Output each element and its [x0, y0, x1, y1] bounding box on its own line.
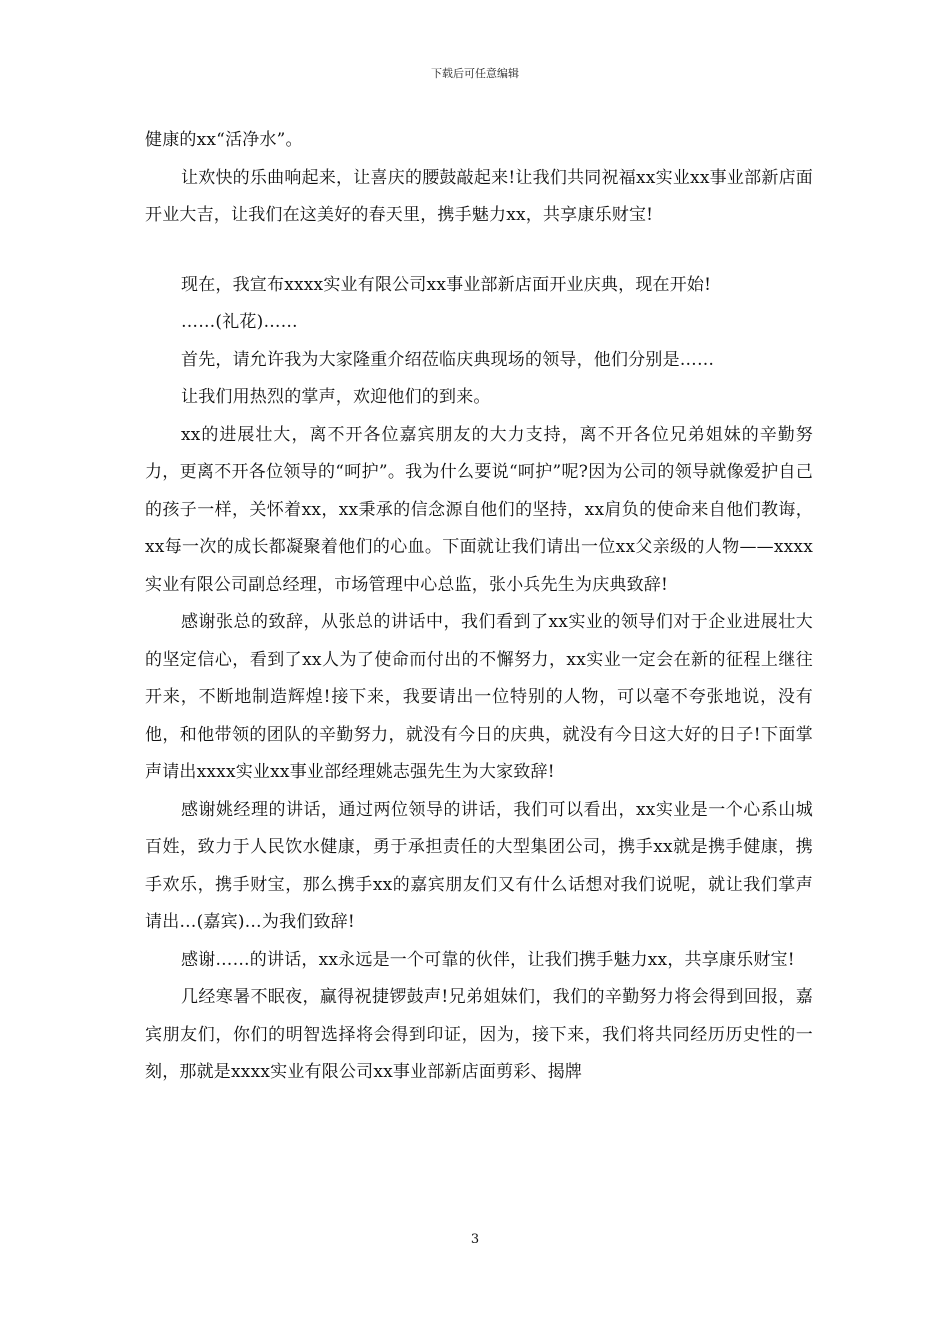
paragraph-continuation: 健康的xx“活净水”。 [145, 130, 303, 150]
paragraph: 几经寒暑不眠夜，赢得祝捷锣鼓声!兄弟姐妹们，我们的辛勤努力将会得到回报，嘉宾朋友们，你们的明智选择将会得到印证，因为，接下来，我们将共同经历历史性的一刻，那就是xxxx实业有限公司xx事业部新店面剪彩、揭牌 [145, 987, 813, 1082]
paragraph: 首先，请允许我为大家隆重介绍莅临庆典现场的领导，他们分别是…… [181, 349, 715, 370]
page-header: 下载后可任意编辑 [431, 67, 519, 80]
document-body [145, 122, 813, 1092]
paragraph: 感谢……的讲话，xx永远是一个可靠的伙伴，让我们携手魅力xx，共享康乐财宝! [181, 949, 795, 970]
paragraph: 让欢快的乐曲响起来，让喜庆的腰鼓敲起来!让我们共同祝福xx实业xx事业部新店面开业大吉，让我们在这美好的春天里，携手魅力xx，共享康乐财宝! [145, 167, 813, 225]
paragraph: 感谢姚经理的讲话，通过两位领导的讲话，我们可以看出，xx实业是一个心系山城百姓，致力于人民饮水健康，勇于承担责任的大型集团公司，携手xx就是携手健康，携手欢乐，携手财宝，那么携手xx的嘉宾朋友们又有什么话想对我们说呢，就让我们掌声请出…(嘉宾)…为我们致辞! [145, 799, 813, 932]
paragraph: ……(礼花)…… [181, 312, 298, 332]
paragraph: 让我们用热烈的掌声，欢迎他们的到来。 [181, 387, 491, 407]
paragraph: 感谢张总的致辞，从张总的讲话中，我们看到了xx实业的领导们对于企业进展壮大的坚定信心，看到了xx人为了使命而付出的不懈努力，xx实业一定会在新的征程上继往开来，不断地制造辉煌!接下来，我要请出一位特别的人物，可以毫不夸张地说，没有他，和他带领的团队的辛勤努力，就没有今日的庆典，就没有今日这大好的日子!下面掌声请出xxxx实业xx事业部经理姚志强先生为大家致辞! [145, 612, 813, 782]
paragraph: xx的进展壮大，离不开各位嘉宾朋友的大力支持，离不开各位兄弟姐妹的辛勤努力，更离不开各位领导的“呵护”。我为什么要说“呵护”呢?因为公司的领导就像爱护自己的孩子一样，关怀着xx，xx秉承的信念源自他们的坚持，xx肩负的使命来自他们教诲，xx每一次的成长都凝聚着他们的心血。下面就让我们请出一位xx父亲级的人物——xxxx实业有限公司副总经理，市场管理中心总监，张小兵先生为庆典致辞! [145, 424, 813, 595]
page-number: 3 [470, 1232, 480, 1247]
paragraph: 现在，我宣布xxxx实业有限公司xx事业部新店面开业庆典，现在开始! [181, 274, 712, 295]
